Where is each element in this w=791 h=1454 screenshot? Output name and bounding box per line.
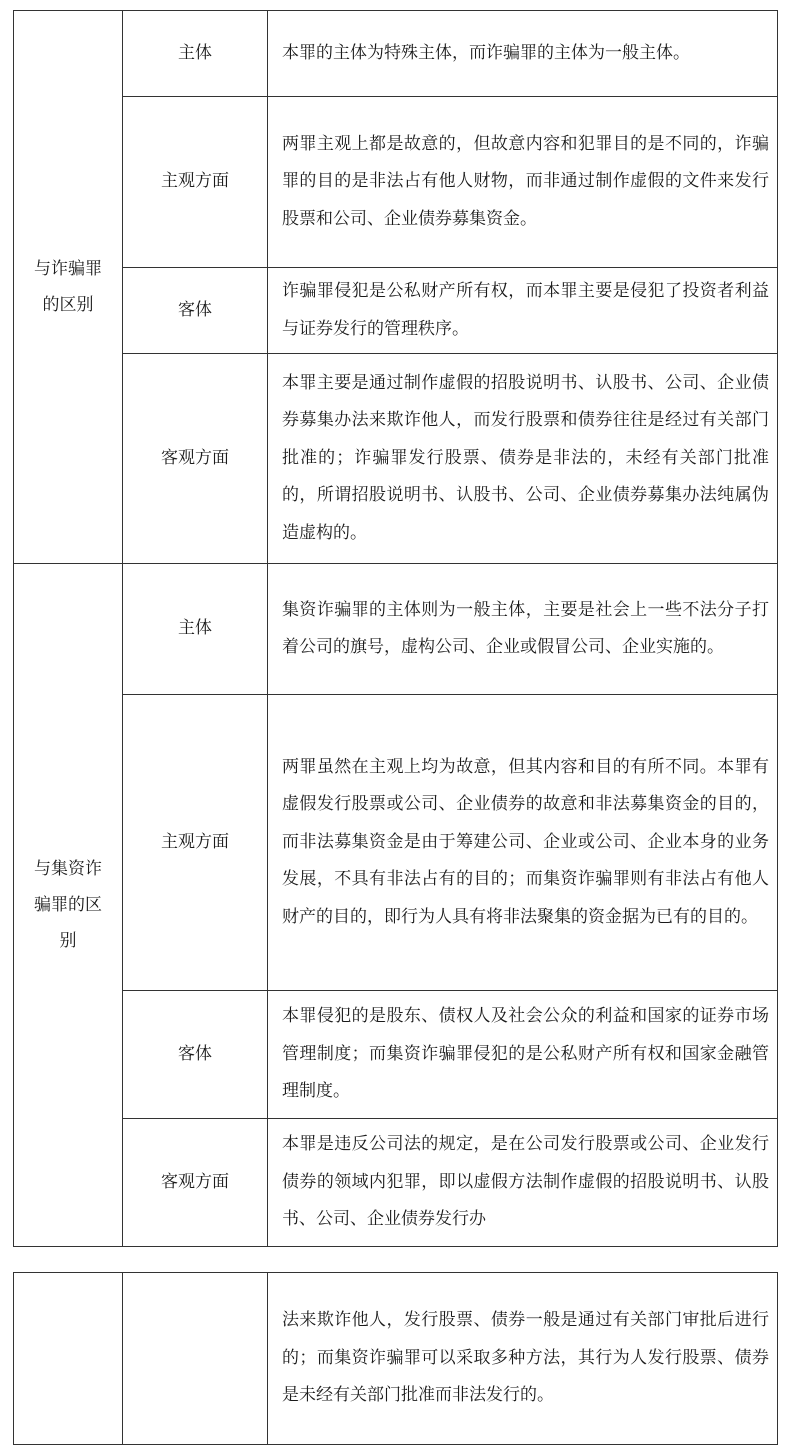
category-line: 骗罪的区 (34, 895, 102, 915)
table-row (14, 1119, 778, 1247)
aspect-cell: 主体 (123, 564, 268, 695)
table-row (14, 354, 778, 564)
empty-category-cell (14, 1273, 123, 1445)
aspect-cell: 主体 (123, 11, 268, 97)
table-row (14, 695, 778, 991)
category-line: 与诈骗罪 (34, 259, 102, 279)
category-cell-fundraising-fraud (14, 564, 123, 1247)
category-line: 的区别 (42, 295, 94, 315)
table-row (14, 564, 778, 695)
text-cell: 法来欺诈他人，发行股票、债券一般是通过有关部门审批后进行的；而集资诈骗罪可以采取多种方法，其行为人发行股票、债券是未经有关部门批准而非法发行的。 (268, 1273, 778, 1445)
text-cell: 本罪的主体为特殊主体，而诈骗罪的主体为一般主体。 (268, 11, 778, 97)
text-cell: 本罪主要是通过制作虚假的招股说明书、认股书、公司、企业债券募集办法来欺诈他人，而发行股票和债券往往是经过有关部门批准的；诈骗罪发行股票、债券是非法的，未经有关部门批准的，所谓招股说明书、认股书、公司、企业债券募集办法纯属伪造虚构的。 (268, 354, 778, 564)
aspect-cell: 主观方面 (123, 97, 268, 268)
text-cell: 两罪虽然在主观上均为故意，但其内容和目的有所不同。本罪有虚假发行股票或公司、企业债券的故意和非法募集资金的目的，而非法募集资金是由于筹建公司、企业或公司、企业本身的业务发展，不具有非法占有的目的；而集资诈骗罪则有非法占有他人财产的目的，即行为人具有将非法聚集的资金据为已有的目的。 (268, 695, 778, 991)
text-cell: 两罪主观上都是故意的，但故意内容和犯罪目的是不同的，诈骗罪的目的是非法占有他人财物，而非通过制作虚假的文件来发行股票和公司、企业债券募集资金。 (268, 97, 778, 268)
aspect-cell: 客观方面 (123, 1119, 268, 1247)
text-cell: 本罪侵犯的是股东、债权人及社会公众的利益和国家的证券市场管理制度；而集资诈骗罪侵犯的是公私财产所有权和国家金融管理制度。 (268, 991, 778, 1119)
aspect-cell: 客体 (123, 268, 268, 354)
empty-aspect-cell (123, 1273, 268, 1445)
category-line: 别 (59, 931, 77, 951)
category-cell-fraud (14, 11, 123, 564)
table-row (14, 1273, 778, 1445)
table-row (14, 268, 778, 354)
aspect-cell: 客观方面 (123, 354, 268, 564)
aspect-cell: 客体 (123, 991, 268, 1119)
category-line: 与集资诈 (34, 859, 102, 879)
aspect-cell: 主观方面 (123, 695, 268, 991)
text-cell: 诈骗罪侵犯是公私财产所有权，而本罪主要是侵犯了投资者利益与证券发行的管理秩序。 (268, 268, 778, 354)
text-cell: 本罪是违反公司法的规定，是在公司发行股票或公司、企业发行债券的领域内犯罪，即以虚假方法制作虚假的招股说明书、认股书、公司、企业债券发行办 (268, 1119, 778, 1247)
continuation-table (13, 1272, 778, 1445)
table-row (14, 991, 778, 1119)
text-cell: 集资诈骗罪的主体则为一般主体，主要是社会上一些不法分子打着公司的旗号，虚构公司、企业或假冒公司、企业实施的。 (268, 564, 778, 695)
table-row (14, 11, 778, 97)
comparison-table (13, 10, 778, 1247)
table-row (14, 97, 778, 268)
